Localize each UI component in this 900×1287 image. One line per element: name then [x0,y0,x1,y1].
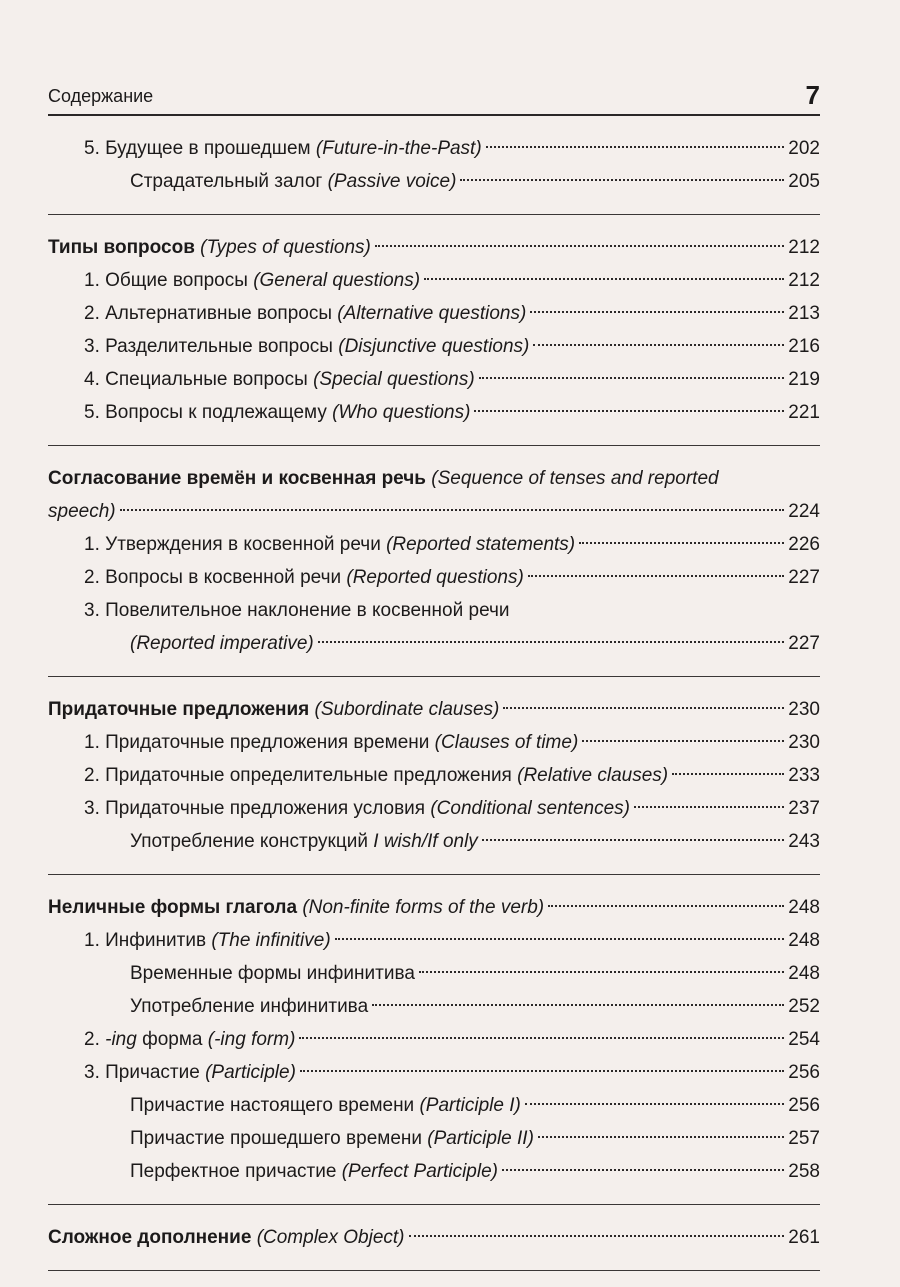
heading-title-ru: Придаточные предложения [48,699,315,720]
toc-section-future-in-past [48,132,820,215]
entry-number: 2. [84,567,106,588]
leader-dots [634,806,784,808]
entry-page: 227 [788,633,820,654]
entry-page: 205 [788,171,820,192]
entry-title-ru: Вопросы к подлежащему [105,402,333,423]
toc-entry[interactable] [48,957,820,990]
entry-page: 212 [788,270,820,291]
entry-title-en: (Disjunctive questions) [338,336,530,357]
toc-heading[interactable] [48,891,820,924]
entry-title-ru: Придаточные предложения условия [105,798,431,819]
toc-heading-line1[interactable] [48,462,820,495]
heading-page: 261 [788,1227,820,1248]
leader-dots [528,575,784,577]
entry-title-en: (Clauses of time) [434,732,579,753]
entry-title-en: I wish/If only [373,831,478,852]
entry-page: 227 [788,567,820,588]
entry-page: 202 [788,138,820,159]
leader-dots [300,1070,784,1072]
toc-heading[interactable] [48,1221,820,1254]
heading-title-en-cont: speech) [48,501,116,522]
heading-title-ru: Сложное дополнение [48,1227,257,1248]
entry-title-ru: Употребление инфинитива [130,996,369,1017]
toc-entry[interactable] [48,561,820,594]
leader-dots [479,377,785,379]
leader-dots [318,641,785,643]
entry-title-ru: Разделительные вопросы [105,336,339,357]
entry-title-en: (Special questions) [313,369,475,390]
entry-title-en: (Perfect Participle) [341,1161,498,1182]
page-number: 7 [805,80,820,110]
heading-title-en: (Types of questions) [200,237,371,258]
toc-entry[interactable] [48,1122,820,1155]
toc-entry[interactable] [48,1056,820,1089]
entry-title-ru: Страдательный залог [130,171,328,192]
entry-title-ru: Будущее в прошедшем [105,138,316,159]
heading-page: 248 [788,897,820,918]
entry-page: 226 [788,534,820,555]
entry-page: 254 [788,1029,820,1050]
toc-section-subordinate-clauses [48,693,820,875]
entry-page: 221 [788,402,820,423]
entry-page: 258 [788,1161,820,1182]
toc-entry[interactable] [48,924,820,957]
entry-page: 256 [788,1095,820,1116]
entry-number: 1. [84,534,106,555]
entry-number: 3. [84,798,106,819]
heading-title-en: (Complex Object) [256,1227,405,1248]
entry-title-en: (Participle I) [419,1095,521,1116]
toc-entry[interactable] [48,1155,820,1188]
toc-entry[interactable] [48,792,820,825]
entry-title-en: (Participle II) [427,1128,534,1149]
entry-title-en: (Participle) [205,1062,296,1083]
entry-title-en: (Who questions) [332,402,471,423]
entry-page: 243 [788,831,820,852]
entry-number: 3. [84,600,106,621]
toc-section-non-finite-forms [48,891,820,1205]
entry-page: 248 [788,930,820,951]
toc-heading[interactable] [48,231,820,264]
heading-title-ru: Согласование времён и косвенная речь [48,468,432,489]
entry-page: 237 [788,798,820,819]
entry-title-ru: Придаточные определительные предложения [105,765,518,786]
heading-title-en: (Sequence of tenses and reported [431,468,719,489]
toc-heading-line2[interactable] [48,495,820,528]
entry-title-en: (Passive voice) [327,171,457,192]
entry-title-en: (Future-in-the-Past) [315,138,482,159]
leader-dots [502,1169,784,1171]
entry-title-ru: Употребление конструкций [130,831,374,852]
entry-page: 230 [788,732,820,753]
entry-number: 4. [84,369,106,390]
entry-number: 5. [84,402,106,423]
entry-title-ru: Повелительное наклонение в косвенной речи [105,600,510,621]
running-header-title: Содержание [48,86,154,106]
entry-title-en: (Alternative questions) [337,303,527,324]
heading-page: 212 [788,237,820,258]
entry-number: 1. [84,732,106,753]
entry-page: 256 [788,1062,820,1083]
toc-entry[interactable] [48,264,820,297]
entry-title-ru: Инфинитив [105,930,212,951]
entry-title-en: (The infinitive) [211,930,331,951]
leader-dots [482,839,784,841]
entry-title-ru: форма [142,1029,208,1050]
leader-dots [460,179,784,181]
entry-title-ru: Причастие прошедшего времени [130,1128,428,1149]
running-header [48,80,820,116]
leader-dots [672,773,784,775]
entry-title-en: (Relative clauses) [517,765,669,786]
entry-title-ru: Утверждения в косвенной речи [105,534,387,555]
toc-entry[interactable] [48,1023,820,1056]
entry-title-ru: Причастие [105,1062,206,1083]
entry-number: 2. [84,1029,106,1050]
entry-prefix-en: -ing [105,1029,137,1050]
entry-title-en: (Reported imperative) [130,633,314,654]
leader-dots [533,344,784,346]
leader-dots [474,410,784,412]
toc-entry[interactable] [48,396,820,429]
entry-number: 2. [84,765,106,786]
leader-dots [120,509,785,511]
leader-dots [582,740,784,742]
entry-number: 3. [84,1062,106,1083]
toc-heading[interactable] [48,693,820,726]
entry-page: 248 [788,963,820,984]
entry-number: 5. [84,138,106,159]
leader-dots [335,938,785,940]
toc-entry-line1[interactable] [48,594,820,627]
entry-title-ru: Общие вопросы [105,270,254,291]
entry-title-en: (General questions) [253,270,421,291]
leader-dots [424,278,784,280]
entry-page: 257 [788,1128,820,1149]
toc-entry[interactable] [48,165,820,198]
toc-entry-line2[interactable] [48,627,820,660]
entry-number: 1. [84,270,106,291]
entry-title-en: (-ing form) [207,1029,296,1050]
toc-entry[interactable] [48,726,820,759]
leader-dots [530,311,784,313]
entry-title-ru: Вопросы в косвенной речи [105,567,347,588]
entry-page: 216 [788,336,820,357]
toc-entry[interactable] [48,132,820,165]
toc-section-sequence-of-tenses [48,462,820,677]
leader-dots [375,245,784,247]
toc-entry[interactable] [48,759,820,792]
heading-title-ru: Неличные формы глагола [48,897,303,918]
entry-title-ru: Временные формы инфинитива [130,963,415,984]
leader-dots [419,971,784,973]
toc-section-types-of-questions [48,231,820,446]
toc-entry[interactable] [48,1089,820,1122]
leader-dots [525,1103,784,1105]
leader-dots [503,707,784,709]
heading-title-ru: Типы вопросов [48,237,201,258]
entry-title-en: (Conditional sentences) [430,798,630,819]
entry-title-ru: Придаточные предложения времени [105,732,435,753]
table-of-contents [48,132,820,1287]
leader-dots [579,542,784,544]
entry-number: 3. [84,336,106,357]
toc-entry[interactable] [48,528,820,561]
entry-title-ru: Специальные вопросы [105,369,314,390]
leader-dots [548,905,784,907]
heading-title-en: (Non-finite forms of the verb) [302,897,545,918]
leader-dots [409,1235,785,1237]
entry-number: 2. [84,303,106,324]
toc-entry[interactable] [48,990,820,1023]
entry-title-en: (Reported questions) [346,567,524,588]
entry-number: 1. [84,930,106,951]
toc-entry[interactable] [48,297,820,330]
entry-page: 252 [788,996,820,1017]
entry-title-en: (Reported statements) [386,534,576,555]
toc-entry[interactable] [48,330,820,363]
heading-title-en: (Subordinate clauses) [314,699,500,720]
heading-page: 230 [788,699,820,720]
leader-dots [299,1037,784,1039]
leader-dots [538,1136,784,1138]
toc-section-complex-object [48,1221,820,1271]
leader-dots [372,1004,784,1006]
entry-title-ru: Причастие настоящего времени [130,1095,420,1116]
heading-page: 224 [788,501,820,522]
entry-page: 213 [788,303,820,324]
entry-title-ru: Альтернативные вопросы [105,303,338,324]
entry-page: 233 [788,765,820,786]
entry-page: 219 [788,369,820,390]
entry-title-ru: Перфектное причастие [130,1161,342,1182]
toc-entry[interactable] [48,825,820,858]
toc-entry[interactable] [48,363,820,396]
leader-dots [486,146,785,148]
